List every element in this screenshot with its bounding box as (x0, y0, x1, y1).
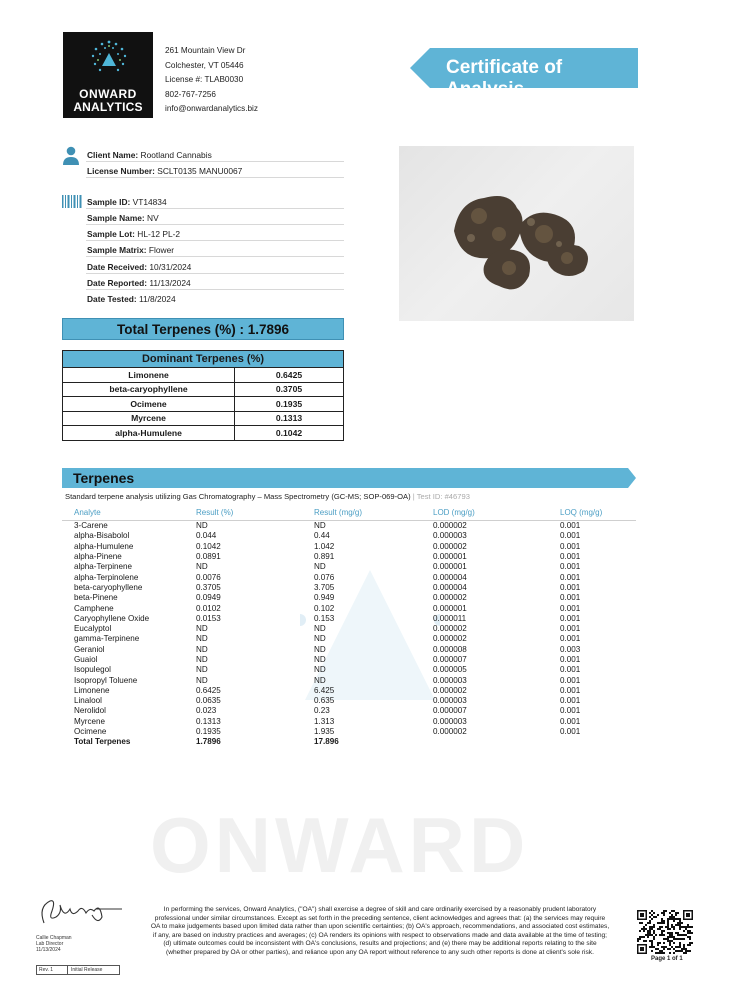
signer-date: 11/13/2024 (36, 947, 61, 953)
table-row (62, 521, 636, 532)
loq-cell: 0.001 (560, 541, 581, 551)
table-row (62, 665, 636, 675)
lod-cell: 0.000003 (433, 531, 467, 541)
sample-field-value: 10/31/2024 (149, 262, 192, 272)
result-percent-cell: ND (196, 665, 208, 675)
analyte-cell: alpha-Bisabolol (74, 531, 130, 541)
license-number-row (87, 166, 242, 176)
column-header-lod: LOD (mg/g) (421, 505, 548, 521)
signer-name: Callie Chapman (36, 935, 72, 941)
sample-field-label: Date Received: (87, 262, 148, 272)
address-line: 261 Mountain View Dr (165, 46, 246, 55)
loq-cell: 0.001 (560, 696, 581, 706)
result-percent-cell: 0.023 (196, 706, 217, 716)
result-mg-cell: ND (314, 644, 326, 654)
lod-cell: 0.000003 (433, 716, 467, 726)
sample-field-value: 11/13/2024 (149, 278, 191, 288)
table-row (63, 397, 344, 412)
lod-cell: 0.000002 (433, 727, 467, 737)
onward-analytics-logo (63, 32, 153, 118)
result-percent-cell: ND (196, 644, 208, 654)
signer-title: Lab Director (36, 941, 64, 947)
analyte-cell: alpha-Humulene (74, 541, 134, 551)
qr-code[interactable] (637, 910, 693, 954)
loq-cell: 0.001 (560, 685, 581, 695)
analyte-cell: Geraniol (74, 644, 105, 654)
license-number-value: SCLT0135 MANU0067 (157, 166, 243, 176)
lod-cell: 0.000002 (433, 541, 467, 551)
lod-cell: 0.000005 (433, 665, 467, 675)
analyte-cell: Guaiol (74, 655, 98, 664)
result-mg-cell: 1.935 (314, 727, 335, 737)
result-percent-cell: ND (196, 655, 208, 664)
result-percent-cell: 0.0102 (196, 603, 221, 613)
analyte-cell: beta-caryophyllene (74, 582, 143, 592)
divider (86, 161, 344, 162)
result-mg-cell: 0.153 (314, 613, 335, 623)
lod-cell: 0.000011 (433, 613, 467, 623)
result-percent-cell: ND (196, 624, 208, 634)
table-header-row (62, 505, 636, 521)
terpene-value: 0.1935 (235, 397, 344, 412)
sample-field-label: Sample Matrix: (87, 245, 147, 255)
lod-cell: 0.000002 (433, 685, 467, 695)
table-row (62, 552, 636, 562)
director-signature (36, 895, 126, 931)
phone-line: 802-767-7256 (165, 89, 216, 99)
result-mg-cell: 6.425 (314, 685, 335, 695)
date-tested-row (87, 294, 176, 304)
sample-matrix-row (87, 245, 174, 255)
loq-cell: 0.001 (560, 634, 581, 644)
divider (86, 240, 344, 241)
result-mg-cell: ND (314, 634, 326, 644)
analyte-cell: Linalool (74, 696, 102, 706)
analyte-cell: Caryophyllene Oxide (74, 613, 150, 623)
result-mg-cell: 0.076 (314, 572, 335, 582)
table-row (63, 411, 344, 426)
sample-field-value: HL-12 PL-2 (137, 229, 181, 239)
sample-field-value: NV (147, 213, 159, 223)
address-line: Colchester, VT 05446 (165, 60, 244, 70)
analyte-cell: gamma-Terpinene (74, 634, 140, 644)
table-row (62, 706, 636, 716)
table-row (62, 572, 636, 582)
loq-cell: 0.001 (560, 706, 581, 716)
result-mg-cell: ND (314, 562, 326, 572)
terpenes-table-body (62, 521, 636, 748)
client-name-label: Client Name: (87, 150, 139, 160)
result-percent-cell: ND (196, 675, 208, 685)
result-percent-cell: 1.7896 (196, 737, 221, 747)
loq-cell: 0.001 (560, 665, 581, 675)
table-row (62, 614, 636, 624)
page-number: Page 1 of 1 (651, 956, 683, 962)
result-percent-cell: 0.0891 (196, 552, 221, 562)
result-mg-cell: 3.705 (314, 582, 335, 592)
lod-cell: 0.000007 (433, 655, 467, 664)
analyte-cell: Camphene (74, 603, 114, 613)
table-row (63, 426, 344, 441)
sample-field-label: Date Reported: (87, 278, 148, 288)
analyte-cell: Myrcene (74, 716, 106, 726)
terpene-name: alpha-Humulene (63, 426, 235, 441)
result-mg-cell: ND (314, 665, 326, 675)
result-percent-cell: ND (196, 521, 208, 531)
client-name-value: Rootland Cannabis (140, 150, 212, 160)
loq-cell: 0.001 (560, 727, 581, 737)
revision-box (36, 965, 120, 975)
person-icon (62, 146, 80, 166)
terpene-name: Limonene (63, 368, 235, 383)
terpenes-section-title: Terpenes (73, 470, 135, 486)
analyte-cell: Ocimene (74, 727, 107, 737)
test-id: | Test ID: #46793 (412, 492, 470, 501)
result-percent-cell: ND (196, 562, 208, 572)
barcode-icon (62, 195, 82, 208)
analyte-cell: alpha-Terpinene (74, 562, 133, 572)
result-percent-cell: 0.044 (196, 531, 217, 541)
analyte-cell: beta-Pinene (74, 593, 118, 603)
result-mg-cell: 0.102 (314, 603, 335, 613)
sample-field-value: 11/8/2024 (138, 294, 176, 304)
result-percent-cell: 0.3705 (196, 582, 221, 592)
table-row (63, 382, 344, 397)
divider (86, 256, 344, 257)
column-header-result-mg: Result (mg/g) (302, 505, 421, 521)
loq-cell: 0.001 (560, 655, 581, 664)
terpene-value: 0.3705 (235, 382, 344, 397)
column-header-analyte: Analyte (62, 505, 184, 521)
analyte-cell: Total Terpenes (74, 737, 131, 747)
sample-field-value: VT14834 (132, 197, 167, 207)
table-row (62, 542, 636, 552)
result-mg-cell: 0.891 (314, 552, 335, 562)
table-row (62, 603, 636, 613)
certificate-title: Certificate of Analysis (446, 57, 563, 100)
loq-cell: 0.001 (560, 716, 581, 726)
divider (86, 177, 344, 178)
result-mg-cell: 1.042 (314, 541, 335, 551)
lod-cell: 0.000004 (433, 572, 467, 582)
terpene-name: beta-caryophyllene (63, 382, 235, 397)
terpenes-results-table (62, 505, 636, 748)
sample-photo (399, 146, 634, 321)
terpene-name: Myrcene (63, 411, 235, 426)
table-row (62, 634, 636, 644)
certificate-title-banner (410, 48, 638, 100)
result-percent-cell: 0.6425 (196, 685, 221, 695)
sample-field-label: Sample ID: (87, 197, 131, 207)
lod-cell: 0.000002 (433, 593, 467, 603)
date-received-row (87, 262, 191, 272)
sample-field-label: Date Tested: (87, 294, 137, 304)
loq-cell: 0.001 (560, 675, 581, 685)
lod-cell (421, 737, 548, 747)
lod-cell: 0.000002 (433, 521, 467, 531)
lod-cell: 0.000003 (433, 675, 467, 685)
terpene-value: 0.1042 (235, 426, 344, 441)
logo-mark-icon (91, 40, 127, 76)
table-row (62, 645, 636, 655)
lod-cell: 0.000002 (433, 634, 467, 644)
terpene-name: Ocimene (63, 397, 235, 412)
sample-field-label: Sample Name: (87, 213, 145, 223)
result-percent-cell: 0.1313 (196, 716, 221, 726)
loq-cell: 0.001 (560, 552, 581, 562)
result-percent-cell: 0.1042 (196, 541, 221, 551)
loq-cell: 0.001 (560, 593, 581, 603)
result-mg-cell: 17.896 (314, 737, 339, 747)
logo-text-onward: ONWARD (79, 87, 137, 101)
result-percent-cell: ND (196, 634, 208, 644)
result-mg-cell: ND (314, 624, 326, 634)
result-percent-cell: 0.0076 (196, 572, 221, 582)
dominant-terpenes-table (62, 350, 344, 441)
analyte-cell: Isopulegol (74, 665, 111, 675)
table-row (62, 675, 636, 685)
sample-field-label: Sample Lot: (87, 229, 135, 239)
lod-cell: 0.000001 (433, 552, 467, 562)
logo-text-analytics: ANALYTICS (73, 100, 143, 114)
sample-lot-row (87, 229, 180, 239)
result-percent-cell: 0.0635 (196, 696, 221, 706)
flower-sample-image (399, 146, 634, 321)
result-percent-cell: 0.1935 (196, 727, 221, 737)
legal-disclaimer: In performing the services, Onward Analytics, ("OA") shall exercise a degree of skill and care ordinarily exercised by a reasonably prudent laboratory professional under similar circumstances. Except as set forth in the preceding sentence, client acknowledges and agrees that: (a) the services may require OA to make judgements based upon limited data rather than upon scientific certainties; (b) OA's approach, recommendations, and associated cost estimates, if any, are based on industry practices and averages; (c) OA renders its opinions with respect to observations made and data available at the time of testing; (d) ultimate outcomes could be inconsistent with OA's conclusions, results and projections; and (e) there may be additional reports relating to the site (whether prepared by OA or other parties), and reliance upon any OA report without reference to any such other reports is done at client's sole risk. (150, 906, 610, 956)
table-row (62, 624, 636, 634)
revision-note: Initial Release (71, 967, 103, 973)
table-row (62, 696, 636, 706)
analyte-cell: alpha-Terpinolene (74, 572, 139, 582)
total-terpenes-banner: Total Terpenes (%) : 1.7896 (62, 318, 344, 340)
result-mg-cell: 1.313 (314, 716, 335, 726)
lod-cell: 0.000004 (433, 582, 467, 592)
sample-id-row (87, 197, 167, 207)
onward-watermark-text: ONWARD (150, 801, 530, 889)
divider (86, 289, 344, 290)
result-percent-cell: 0.0153 (196, 613, 221, 623)
result-percent-cell: 0.0949 (196, 593, 221, 603)
loq-cell: 0.001 (560, 562, 581, 572)
total-row (62, 737, 636, 747)
lod-cell: 0.000002 (433, 624, 467, 634)
loq-cell: 0.001 (560, 582, 581, 592)
table-row (62, 531, 636, 541)
loq-cell: 0.001 (560, 603, 581, 613)
loq-cell: 0.001 (560, 531, 581, 541)
result-mg-cell: ND (314, 675, 326, 685)
loq-cell: 0.001 (560, 572, 581, 582)
client-name-row (87, 150, 212, 160)
license-line: License #: TLAB0030 (165, 75, 244, 85)
loq-cell: 0.001 (560, 624, 581, 634)
table-row (62, 686, 636, 696)
method-text: Standard terpene analysis utilizing Gas Chromatography – Mass Spectrometry (GC-MS; SOP-069-OA) (65, 492, 411, 501)
column-header-result-percent: Result (%) (184, 505, 302, 521)
revision-number: Rev. 1 (39, 967, 54, 973)
terpene-value: 0.1313 (235, 411, 344, 426)
lod-cell: 0.000008 (433, 644, 467, 654)
result-mg-cell: 0.635 (314, 696, 335, 706)
divider (86, 208, 344, 209)
email-line: info@onwardanalytics.biz (165, 104, 258, 114)
terpenes-method-description (65, 492, 470, 501)
divider (86, 273, 344, 274)
table-row (62, 727, 636, 737)
result-mg-cell: 0.949 (314, 593, 335, 603)
result-mg-cell: 0.44 (314, 531, 330, 541)
analyte-cell: Eucalyptol (74, 624, 112, 634)
date-reported-row (87, 278, 191, 288)
analyte-cell: Isopropyl Toluene (74, 675, 138, 685)
loq-cell (548, 737, 636, 747)
sample-name-row (87, 213, 159, 223)
lod-cell: 0.000001 (433, 562, 467, 572)
dominant-terpenes-title: Dominant Terpenes (%) (63, 351, 344, 368)
analyte-cell: Nerolidol (74, 706, 106, 716)
table-row (62, 562, 636, 572)
lab-address (165, 44, 258, 117)
table-row (62, 583, 636, 593)
terpenes-section-header (62, 468, 636, 488)
table-row (62, 593, 636, 603)
loq-cell: 0.001 (560, 521, 581, 531)
loq-cell: 0.001 (560, 613, 581, 623)
sample-field-value: Flower (148, 245, 175, 255)
column-header-loq: LOQ (mg/g) (548, 505, 636, 521)
terpene-value: 0.6425 (235, 368, 344, 383)
divider (86, 224, 344, 225)
table-row (62, 655, 636, 665)
table-row (62, 717, 636, 727)
lod-cell: 0.000001 (433, 603, 467, 613)
result-mg-cell: 0.23 (314, 706, 330, 716)
lod-cell: 0.000007 (433, 706, 467, 716)
lod-cell: 0.000003 (433, 696, 467, 706)
signer-block (36, 935, 72, 953)
analyte-cell: alpha-Pinene (74, 552, 122, 562)
table-row (63, 368, 344, 383)
license-number-label: License Number: (87, 166, 155, 176)
result-mg-cell: ND (314, 655, 326, 664)
analyte-cell: Limonene (74, 685, 110, 695)
analyte-cell: 3-Carene (74, 521, 108, 531)
loq-cell: 0.003 (560, 644, 581, 654)
result-mg-cell: ND (314, 521, 326, 531)
